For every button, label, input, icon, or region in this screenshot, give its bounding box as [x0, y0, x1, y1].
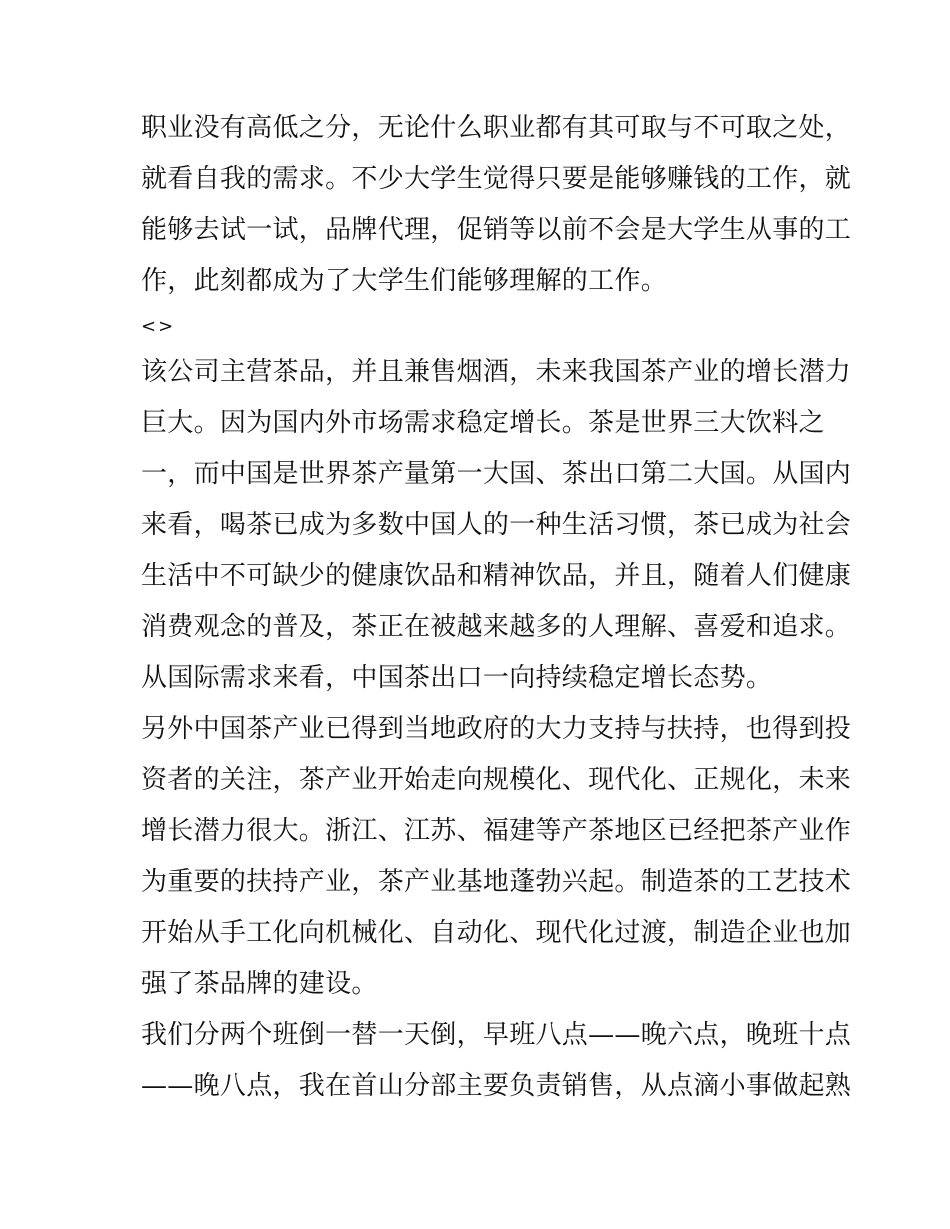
paragraph-career — [141, 103, 852, 307]
text-line: 作，此刻都成为了大学生们能够理解的工作。 — [141, 266, 668, 296]
text-line: 另外中国茶产业已得到当地政府的大力支持与扶持，也得到投 — [141, 714, 852, 744]
text-line: 消费观念的普及，茶正在被越来越多的人理解、喜爱和追求。 — [141, 612, 852, 642]
text-line: 该公司主营茶品，并且兼售烟酒，未来我国茶产业的增长潜力 — [141, 357, 852, 387]
document-body — [141, 103, 852, 1112]
text-line: 就看自我的需求。不少大学生觉得只要是能够赚钱的工作，就 — [141, 164, 852, 194]
text-line: 资者的关注，茶产业开始走向规模化、现代化、正规化，未来 — [141, 765, 852, 795]
text-line: 开始从手工化向机械化、自动化、现代化过渡，制造企业也加 — [141, 918, 852, 948]
paragraph-industry — [141, 704, 852, 1010]
text-line: 增长潜力很大。浙江、江苏、福建等产茶地区已经把茶产业作 — [141, 816, 852, 846]
text-line: 生活中不可缺少的健康饮品和精神饮品，并且，随着人们健康 — [141, 561, 852, 591]
text-line: 我们分两个班倒一替一天倒，早班八点——晚六点，晚班十点 — [141, 1020, 852, 1050]
text-line: 能够去试一试，品牌代理，促销等以前不会是大学生从事的工 — [141, 215, 852, 245]
paragraph-shifts — [141, 1010, 852, 1112]
text-line: 为重要的扶持产业，茶产业基地蓬勃兴起。制造茶的工艺技术 — [141, 867, 852, 897]
section-marker: <> — [141, 316, 176, 337]
text-line: 从国际需求来看，中国茶出口一向持续稳定增长态势。 — [141, 663, 773, 693]
paragraph-company — [141, 347, 852, 704]
text-line: 巨大。因为国内外市场需求稳定增长。茶是世界三大饮料之 — [141, 408, 825, 438]
text-line: 职业没有高低之分，无论什么职业都有其可取与不可取之处， — [141, 113, 852, 143]
text-line: ——晚八点，我在首山分部主要负责销售，从点滴小事做起熟 — [141, 1071, 852, 1101]
text-line: 强了茶品牌的建设。 — [141, 969, 378, 999]
text-line: 一，而中国是世界茶产量第一大国、茶出口第二大国。从国内 — [141, 459, 852, 489]
text-line: 来看，喝茶已成为多数中国人的一种生活习惯，茶已成为社会 — [141, 510, 852, 540]
